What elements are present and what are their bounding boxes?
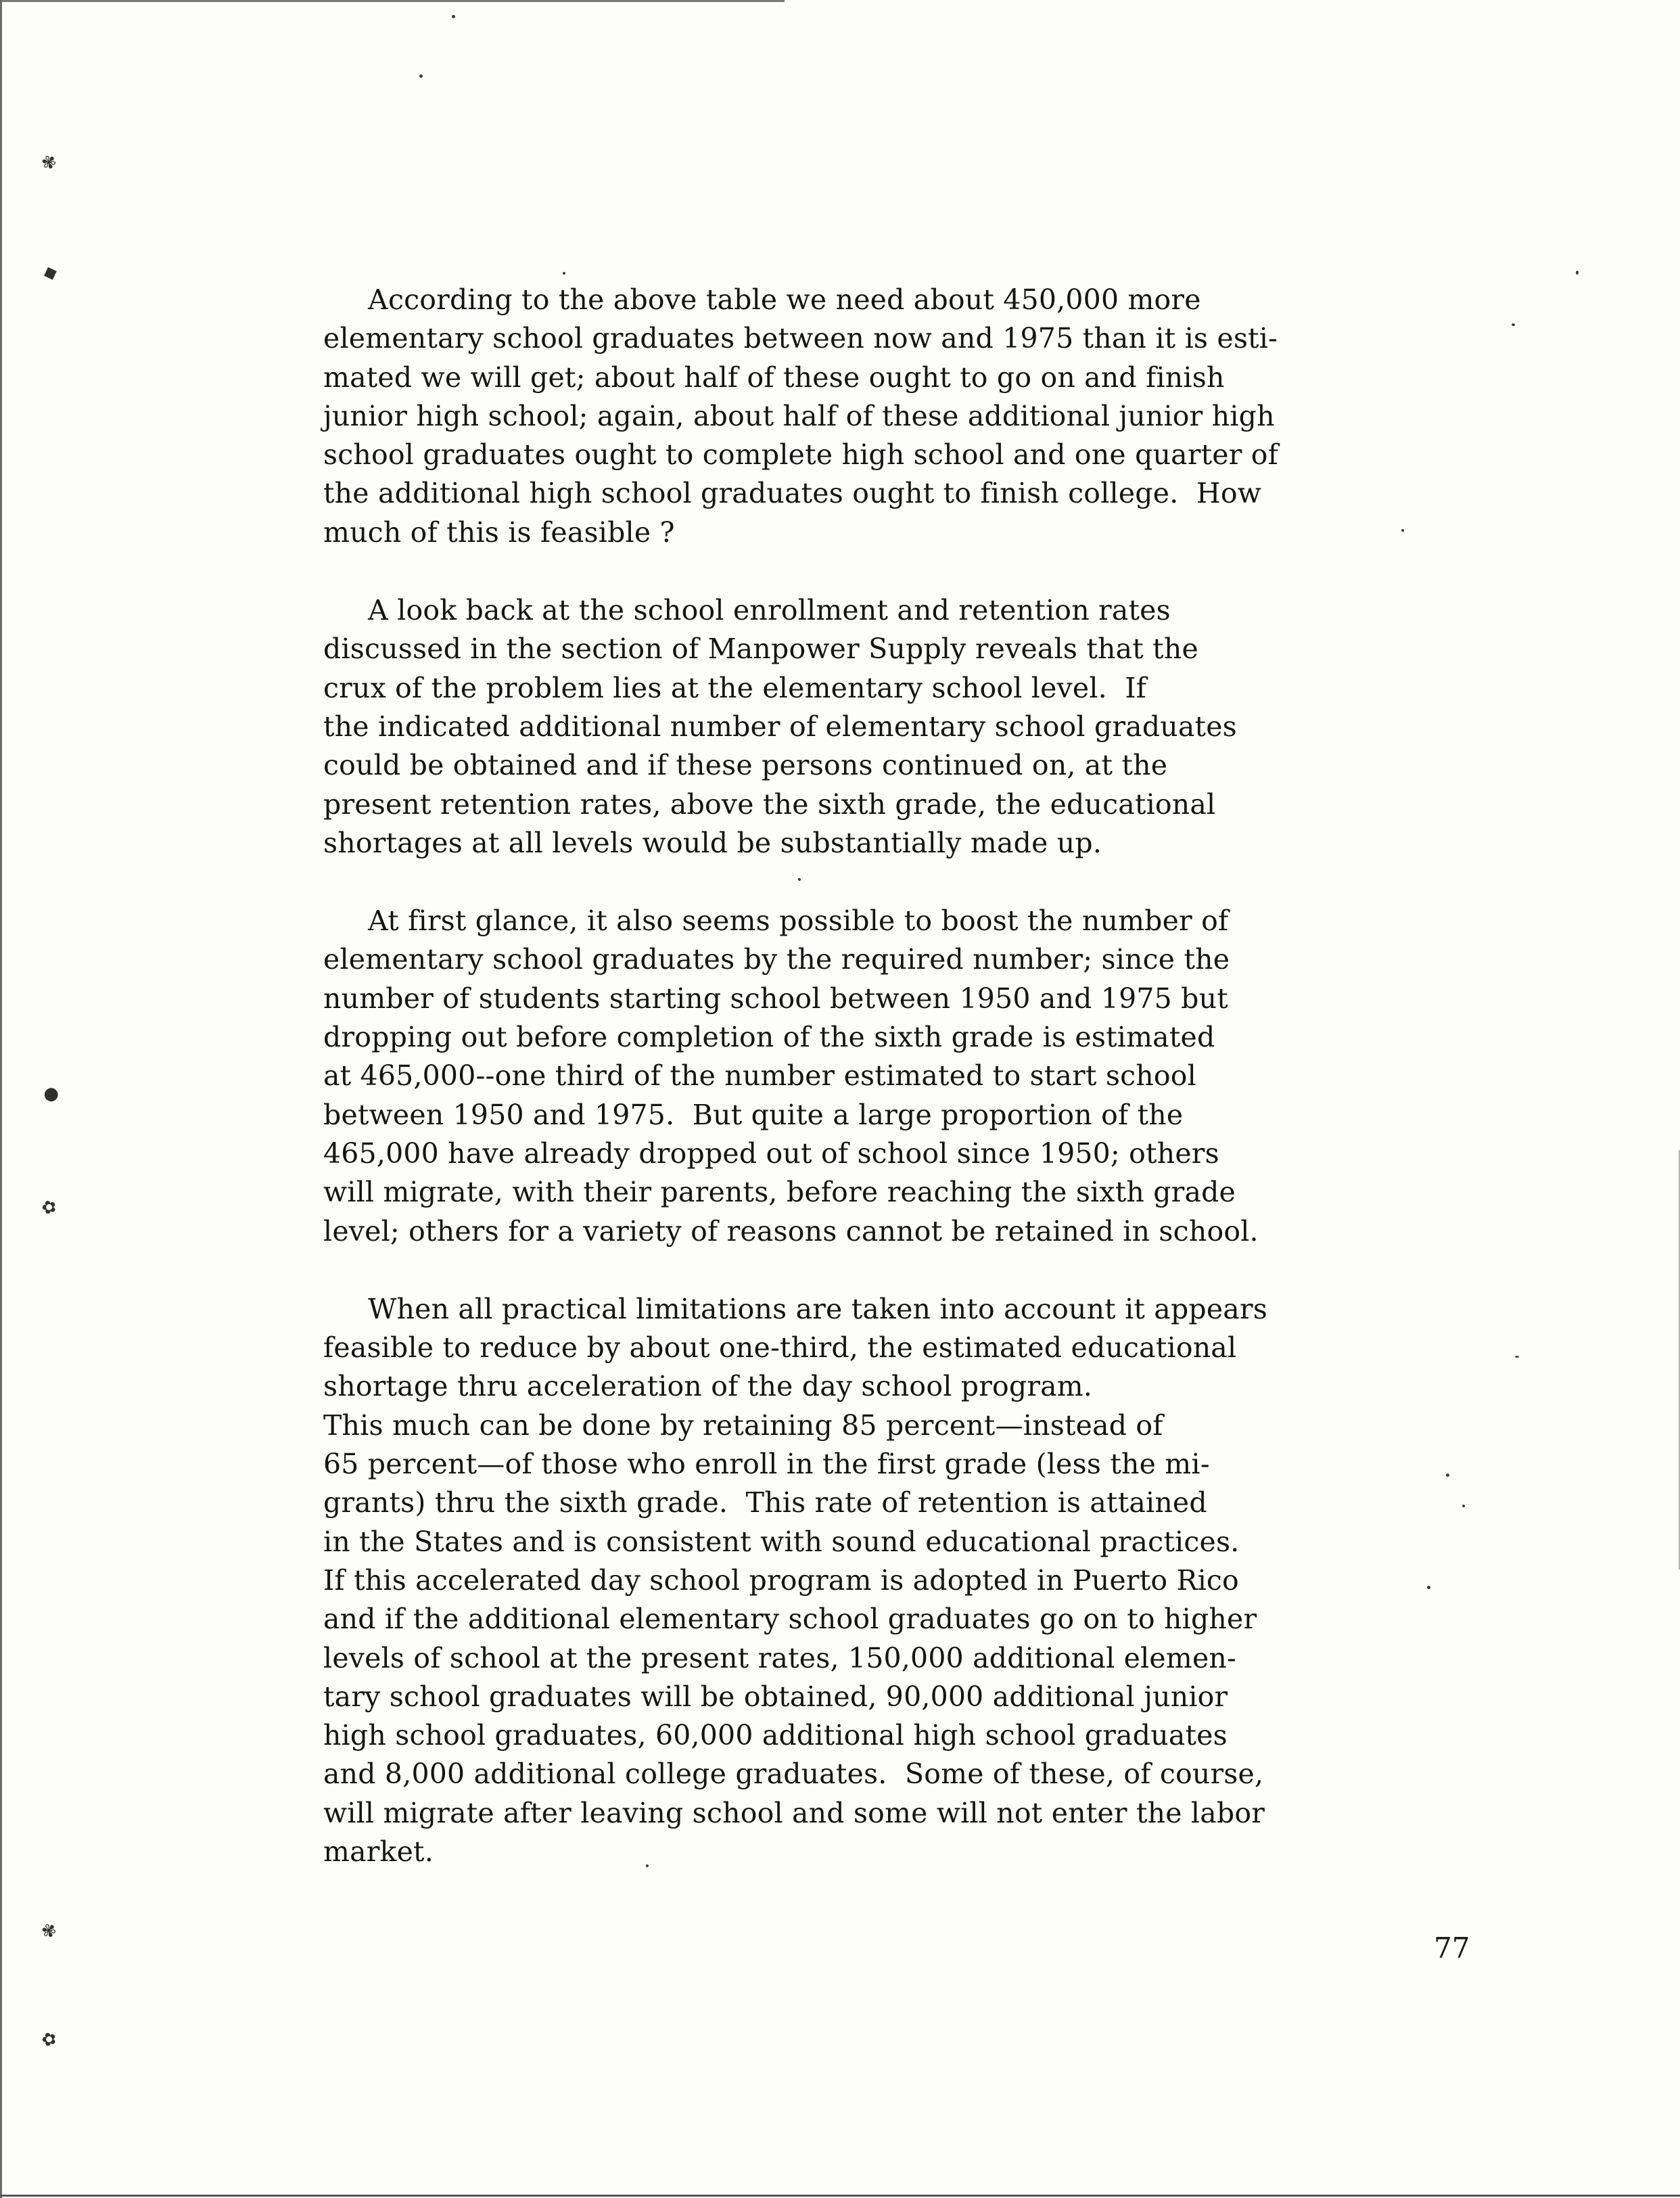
paragraph-3 (323, 902, 1487, 1251)
margin-mark: ● (40, 1082, 62, 1106)
text-line: shortage thru acceleration of the day school program. (323, 1370, 1093, 1403)
text-line: could be obtained and if these persons continued on, at the (323, 749, 1168, 782)
text-line: much of this is feasible ? (323, 516, 675, 549)
text-line: level; others for a variety of reasons cannot be retained in school. (323, 1214, 1259, 1247)
text-line: dropping out before completion of the sixth grade is estimated (323, 1021, 1215, 1054)
text-line: and if the additional elementary school graduates go on to higher (323, 1603, 1257, 1636)
text-line: shortages at all levels would be substantially made up. (323, 826, 1102, 859)
text-line: 65 percent—of those who enroll in the first grade (less the mi- (323, 1448, 1210, 1481)
scan-edge-left (0, 0, 2, 2198)
text-line: between 1950 and 1975. But quite a large proportion of the (323, 1098, 1184, 1131)
paragraph-1 (323, 281, 1487, 552)
margin-mark: ✿ (39, 2028, 60, 2052)
scan-speck (1576, 271, 1579, 275)
scan-speck (1512, 323, 1515, 326)
text-line: crux of the problem lies at the elementary school level. If (323, 671, 1147, 704)
scan-speck (1515, 1356, 1519, 1358)
body-text (323, 281, 1487, 1910)
text-line: high school graduates, 60,000 additional high school graduates (323, 1719, 1228, 1752)
text-line: tary school graduates will be obtained, 90,000 additional junior (323, 1680, 1228, 1713)
margin-mark: ✾ (39, 1919, 60, 1944)
scan-edge-top (0, 0, 785, 2)
scan-speck (419, 74, 423, 78)
text-line: elementary school graduates by the required number; since the (323, 943, 1230, 976)
text-line: number of students starting school between 1950 and 1975 but (323, 982, 1228, 1015)
paragraph-4 (323, 1290, 1487, 1871)
text-line: A look back at the school enrollment and retention rates (323, 594, 1171, 627)
text-line: 465,000 have already dropped out of school since 1950; others (323, 1137, 1219, 1170)
text-line: and 8,000 additional college graduates. Some of these, of course, (323, 1758, 1264, 1791)
text-line: the additional high school graduates ought to finish college. How (323, 477, 1262, 510)
text-line: will migrate after leaving school and some will not enter the labor (323, 1796, 1265, 1829)
text-line: market. (323, 1835, 434, 1868)
text-line: will migrate, with their parents, before reaching the sixth grade (323, 1176, 1236, 1209)
scan-speck (452, 15, 455, 18)
text-line: junior high school; again, about half of these additional junior high (323, 399, 1275, 432)
text-line: This much can be done by retaining 85 percent—instead of (323, 1409, 1163, 1442)
text-line: If this accelerated day school program is adopted in Puerto Rico (323, 1563, 1239, 1597)
text-line: school graduates ought to complete high school and one quarter of (323, 438, 1279, 472)
margin-mark: ◆ (40, 260, 60, 285)
text-line: feasible to reduce by about one-third, the estimated educational (323, 1331, 1237, 1365)
text-line: grants) thru the sixth grade. This rate of retention is attained (323, 1486, 1207, 1519)
text-line: At first glance, it also seems possible to boost the number of (323, 905, 1229, 938)
text-line: present retention rates, above the sixth grade, the educational (323, 787, 1216, 821)
text-line: When all practical limitations are taken into account it appears (323, 1292, 1267, 1325)
text-line: According to the above table we need about 450,000 more (323, 283, 1201, 316)
text-line: in the States and is consistent with sound educational practices. (323, 1525, 1240, 1558)
text-line: at 465,000--one third of the number estimated to start school (323, 1059, 1196, 1093)
scan-edge-bottom (0, 2195, 1680, 2197)
text-line: mated we will get; about half of these ought to go on and finish (323, 361, 1225, 394)
text-line: elementary school graduates between now and 1975 than it is esti- (323, 322, 1278, 355)
margin-mark: ✿ (39, 1195, 60, 1220)
paragraph-2 (323, 591, 1487, 863)
text-line: discussed in the section of Manpower Supply reveals that the (323, 633, 1198, 666)
text-line: levels of school at the present rates, 150,000 additional elemen- (323, 1641, 1237, 1674)
page-number: 77 (1434, 1931, 1470, 1965)
text-line: the indicated additional number of elementary school graduates (323, 710, 1237, 743)
scan-speck (563, 272, 565, 275)
margin-mark: ✾ (39, 151, 60, 175)
